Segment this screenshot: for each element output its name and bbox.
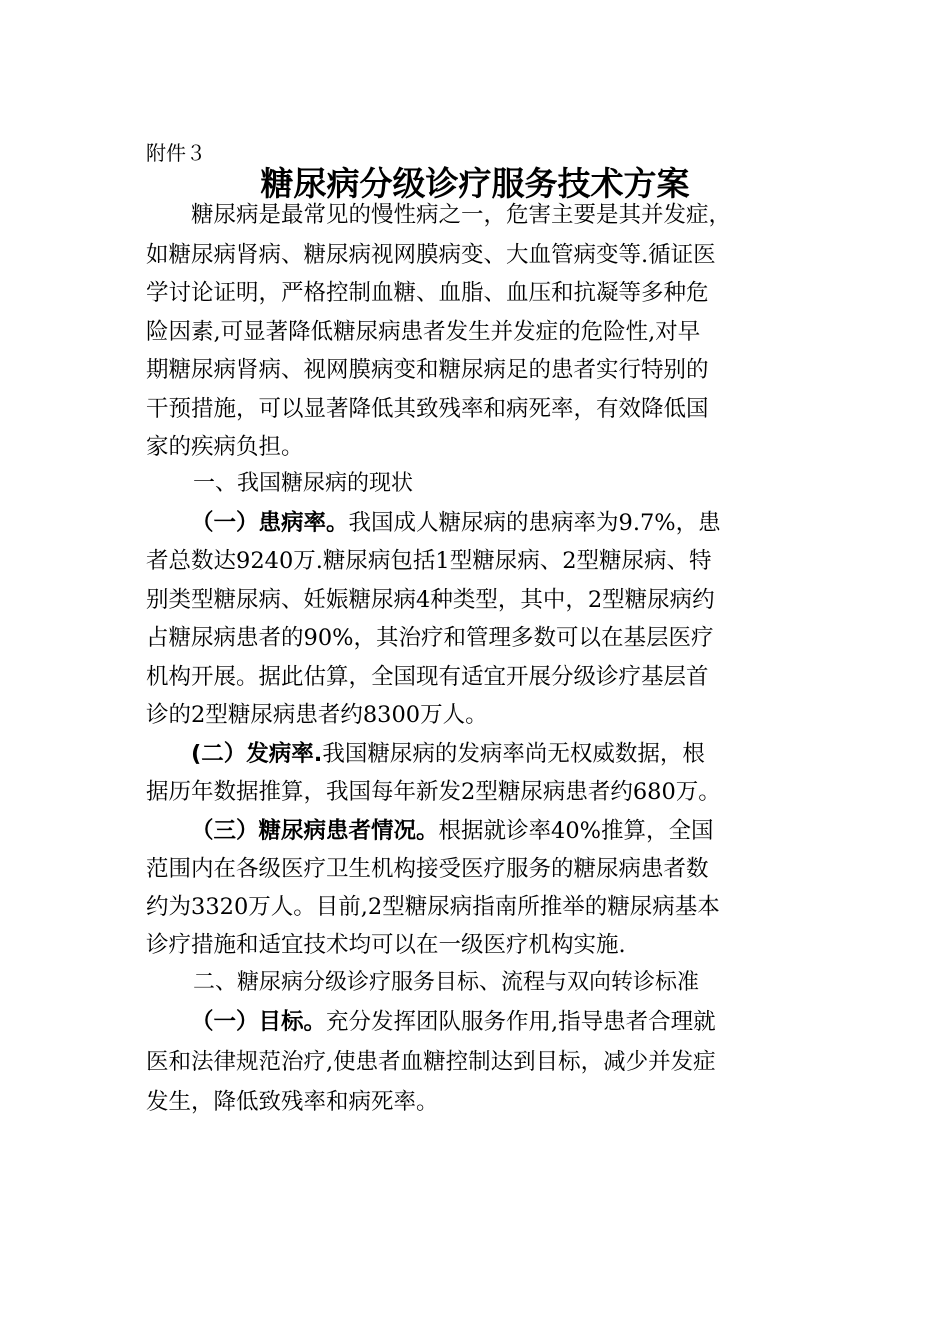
s1-p3-line-1 — [191, 816, 714, 846]
intro-line-2: 如糖尿病肾病、糖尿病视网膜病变、大血管病变等.循证医 — [146, 242, 716, 268]
s1-p1-label: （一）患病率。 — [191, 510, 349, 536]
intro-line-6: 干预措施，可以显著降低其致残率和病死率，有效降低国 — [146, 396, 709, 422]
attachment-label: 附件３ — [146, 141, 206, 165]
intro-line-4: 险因素,可显著降低糖尿病患者发生并发症的危险性,对早 — [146, 319, 701, 345]
s1-p2-first-text: 我国糖尿病的发病率尚无权威数据，根 — [322, 741, 705, 767]
s1-p2-line-1 — [191, 739, 705, 769]
s1-p3-line-3: 约为3320万人。目前,2型糖尿病指南所推举的糖尿病基本 — [146, 894, 720, 920]
s2-p1-label: （一）目标。 — [191, 1009, 327, 1035]
s1-p1-line-2: 者总数达9240万.糖尿病包括1型糖尿病、2型糖尿病、特 — [146, 548, 712, 574]
section-heading-2: 二、糖尿病分级诊疗服务目标、流程与双向转诊标准 — [193, 970, 700, 995]
s1-p2-label: (二）发病率. — [191, 741, 323, 767]
intro-line-5: 期糖尿病肾病、视网膜病变和糖尿病足的患者实行特别的 — [146, 357, 709, 383]
s1-p3-line-4: 诊疗措施和适宜技术均可以在一级医疗机构实施. — [146, 932, 626, 958]
s1-p3-first-text: 根据就诊率40%推算，全国 — [438, 818, 714, 844]
s2-p1-line-2: 医和法律规范治疗,使患者血糖控制达到目标，减少并发症 — [146, 1049, 716, 1075]
s1-p1-first-text: 我国成人糖尿病的患病率为9.7%，患 — [348, 510, 721, 536]
section-heading-1: 一、我国糖尿病的现状 — [193, 471, 414, 496]
s1-p2-line-2: 据历年数据推算，我国每年新发2型糖尿病患者约680万。 — [146, 779, 721, 805]
document-title: 糖尿病分级诊疗服务技术方案 — [260, 164, 690, 203]
s1-p1-line-4: 占糖尿病患者的90%，其治疗和管理多数可以在基层医疗 — [146, 625, 714, 651]
intro-line-1: 糖尿病是最常见的慢性病之一，危害主要是其并发症， — [191, 202, 732, 228]
s1-p1-line-5: 机构开展。据此估算，全国现有适宜开展分级诊疗基层首 — [146, 664, 709, 690]
s1-p1-line-1 — [191, 508, 721, 538]
s2-p1-line-1 — [191, 1007, 716, 1037]
s2-p1-line-3: 发生，降低致残率和病死率。 — [146, 1089, 439, 1115]
s1-p3-line-2: 范围内在各级医疗卫生机构接受医疗服务的糖尿病患者数 — [146, 856, 709, 882]
intro-line-7: 家的疾病负担。 — [146, 434, 304, 460]
s2-p1-first-text: 充分发挥团队服务作用,指导患者合理就 — [326, 1009, 716, 1035]
s1-p1-line-6: 诊的2型糖尿病患者约8300万人。 — [146, 702, 488, 728]
intro-line-3: 学讨论证明，严格控制血糖、血脂、血压和抗凝等多种危 — [146, 280, 709, 306]
s1-p1-line-3: 别类型糖尿病、妊娠糖尿病4种类型，其中，2型糖尿病约 — [146, 587, 715, 613]
s1-p3-label: （三）糖尿病患者情况。 — [191, 818, 439, 844]
